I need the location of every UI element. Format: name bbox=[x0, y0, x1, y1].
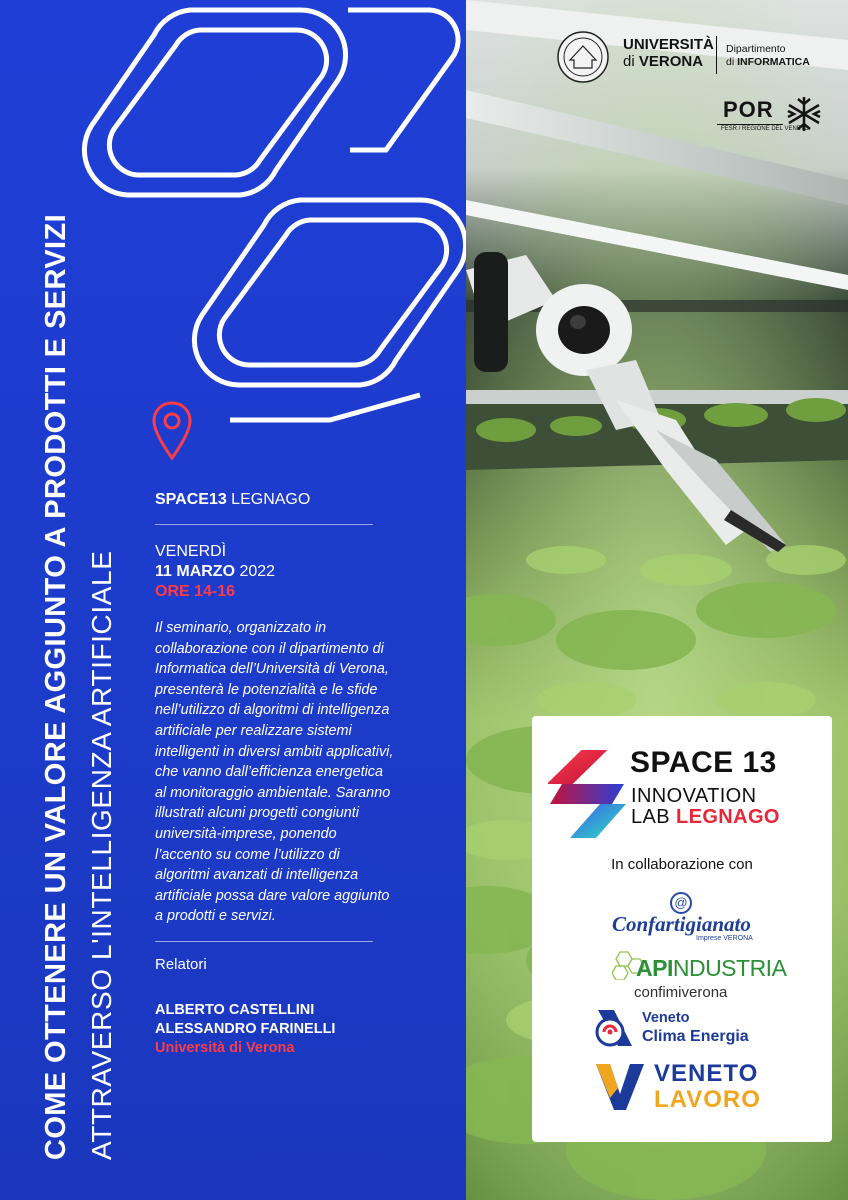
logo-divider bbox=[716, 36, 717, 74]
space13-legnago: LEGNAGO bbox=[675, 806, 780, 828]
event-description: Il seminario, organizzato in collaborazione con il dipartimento di Informatica dell’Università di Verona, presenterà le potenzialità e le sfide nell’utilizzo di algoritmi di intelligenza artificiale per realizzare sistemi intelligenti in diversi ambiti applicativi, che vanno dall’efficienza energetica al monitoraggio ambientale. Saranno illustrati alcuni progetti congiunti università-imprese, ponendo l’accento su come l’utilizzo di algoritmi avanzati di intelligenza artificiale possa dare valore aggiunto a prodotti e servizi. bbox=[155, 620, 394, 925]
speakers-label: Relatori bbox=[155, 955, 207, 973]
at-sign-icon: @ bbox=[670, 892, 692, 914]
vl-line2: LAVORO bbox=[654, 1086, 761, 1113]
por-subtitle: FESR / REGIONE DEL VENETO bbox=[721, 126, 810, 132]
event-info bbox=[155, 490, 395, 1058]
divider bbox=[155, 941, 373, 942]
location-pin-icon bbox=[150, 400, 194, 472]
speaker-name: ALBERTO CASTELLINI bbox=[155, 1001, 315, 1018]
university-name-di: di bbox=[623, 53, 635, 70]
speakers bbox=[155, 1001, 395, 1058]
department-name bbox=[726, 43, 810, 69]
event-time: ORE 14-16 bbox=[155, 583, 236, 600]
university-name bbox=[623, 36, 714, 70]
event-date bbox=[155, 562, 395, 582]
space13-subtitle-1: INNOVATION bbox=[631, 785, 757, 807]
veneto-clima-energia-logo bbox=[594, 1006, 794, 1056]
por-name: POR bbox=[723, 97, 774, 122]
university-name-line1: UNIVERSITÀ bbox=[623, 36, 714, 53]
department-line2: INFORMATICA bbox=[737, 56, 810, 68]
venue-city: LEGNAGO bbox=[226, 491, 311, 508]
space13-title: SPACE 13 bbox=[630, 746, 777, 779]
confartigianato-sub: Imprese VERONA bbox=[696, 935, 753, 942]
divider bbox=[155, 524, 373, 525]
department-di: di bbox=[726, 56, 735, 68]
event-date-day: 11 MARZO bbox=[155, 563, 236, 580]
collaboration-label: In collaborazione con bbox=[611, 856, 753, 873]
venue-name: SPACE13 bbox=[155, 491, 227, 508]
vl-line1: VENETO bbox=[654, 1060, 759, 1087]
speakers-affiliation: Università di Verona bbox=[155, 1039, 295, 1056]
veneto-clima-energia-mark-icon bbox=[594, 1006, 636, 1052]
veneto-lavoro-mark-icon bbox=[594, 1058, 646, 1112]
university-seal-icon bbox=[556, 30, 610, 84]
apindustria-rest: NDUSTRIA bbox=[672, 955, 787, 981]
venue bbox=[155, 490, 395, 510]
veneto-lavoro-logo bbox=[594, 1058, 794, 1118]
university-logo bbox=[556, 30, 848, 90]
department-line1: Dipartimento bbox=[726, 43, 786, 55]
date-block bbox=[155, 542, 395, 602]
space13-mark-icon bbox=[548, 746, 630, 841]
partners-card bbox=[532, 716, 832, 1142]
confartigianato-name: Confartigianato bbox=[612, 912, 751, 936]
university-name-line2: VERONA bbox=[638, 53, 704, 70]
apindustria-logo bbox=[612, 950, 787, 1004]
event-date-year: 2022 bbox=[235, 563, 276, 580]
por-pattern-icon bbox=[786, 95, 822, 133]
title-line-1: COME OTTENERE UN VALORE AGGIUNTO A PRODOTTI E SERVIZI bbox=[40, 213, 72, 1160]
por-bar bbox=[717, 124, 783, 125]
speaker-name: ALESSANDRO FARINELLI bbox=[155, 1020, 336, 1037]
vce-line2: Clima Energia bbox=[642, 1028, 749, 1045]
event-day: VENERDÌ bbox=[155, 543, 227, 560]
space13-subtitle-2 bbox=[631, 806, 780, 829]
title-line-2: ATTRAVERSO L'INTELLIGENZA ARTIFICIALE bbox=[86, 550, 117, 1160]
space13-lab: LAB bbox=[631, 806, 676, 828]
por-fesr-logo bbox=[707, 95, 827, 140]
confartigianato-logo bbox=[612, 892, 762, 942]
apindustria-sub: confimiverona bbox=[634, 984, 728, 1001]
apindustria-api: API bbox=[636, 955, 673, 981]
apindustria-name bbox=[636, 955, 786, 982]
vertical-title bbox=[38, 10, 120, 1160]
vce-line1: Veneto bbox=[642, 1010, 690, 1026]
